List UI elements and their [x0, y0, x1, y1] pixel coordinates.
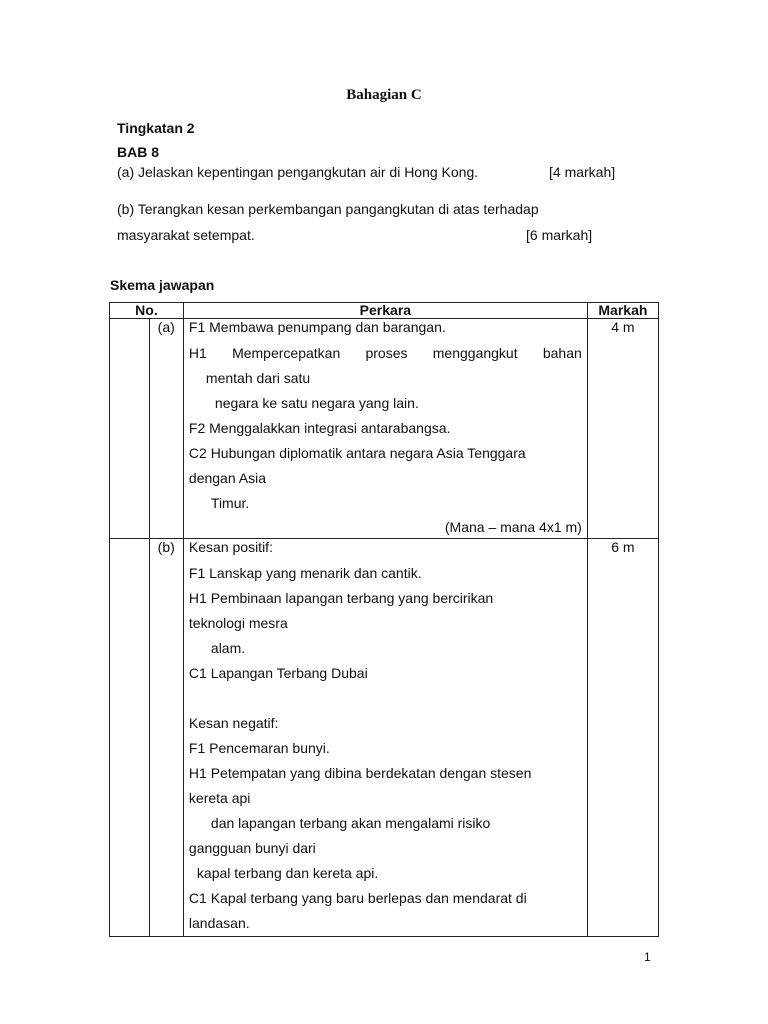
- row-a-c2-cont1: dengan Asia: [188, 470, 266, 486]
- row-b-pos-title: Kesan positif:: [188, 539, 273, 555]
- row-b-pos-h1-cont2: alam.: [210, 640, 246, 656]
- row-a-label: (a): [149, 319, 183, 539]
- row-b-pos-h1-cont1: teknologi mesra: [188, 615, 288, 631]
- header-perkara: Perkara: [183, 303, 587, 319]
- row-a-h1-word: menggangkut: [432, 345, 518, 361]
- row-b-neg-h1-cont3: gangguan bunyi dari: [188, 840, 316, 856]
- row-b-neg-h1: H1 Petempatan yang dibina berdekatan dengan stesen: [188, 765, 532, 781]
- row-a-marks: 4 m: [587, 319, 658, 539]
- row-b-neg-h1-cont1: kereta api: [188, 790, 251, 806]
- scheme-title: Skema jawapan: [110, 277, 215, 293]
- row-b-neg-f1: F1 Pencemaran bunyi.: [188, 740, 330, 756]
- row-a-f1: F1 Membawa penumpang dan barangan.: [188, 319, 446, 335]
- row-a-f2: F2 Menggalakkan integrasi antarabangsa.: [188, 420, 451, 436]
- row-a-h1: [189, 341, 582, 366]
- header-no: No.: [110, 303, 184, 319]
- chapter-title: BAB 8: [117, 144, 160, 160]
- page-number: 1: [644, 950, 651, 964]
- row-b-neg-c1: C1 Kapal terbang yang baru berlepas dan mendarat di: [188, 890, 527, 906]
- row-a-h1-word: Mempercepatkan: [232, 345, 341, 361]
- row-a-no-cell: [110, 319, 150, 539]
- row-a-h1-word: H1: [188, 345, 207, 361]
- row-b-label: (b): [149, 539, 183, 937]
- row-b-pos-h1: H1 Pembinaan lapangan terbang yang bercirikan: [188, 590, 494, 606]
- table-row-b: [110, 539, 659, 937]
- row-a-c2-cont2: Timur.: [210, 495, 250, 511]
- row-b-spacer: [189, 686, 582, 711]
- row-a-note: (Mana – mana 4x1 m): [444, 519, 582, 535]
- row-b-content: [183, 539, 587, 937]
- row-b-pos-f1: F1 Lanskap yang menarik dan cantik.: [188, 565, 422, 581]
- row-b-neg-c1-cont1: landasan.: [188, 915, 250, 931]
- form-level: Tingkatan 2: [117, 120, 195, 136]
- row-a-h1-cont2: negara ke satu negara yang lain.: [214, 395, 419, 411]
- question-b-marks: [6 markah]: [526, 227, 593, 243]
- answer-scheme-table: [109, 302, 659, 937]
- row-a-h1-cont1: mentah dari satu: [205, 370, 311, 386]
- question-a-marks: [4 markah]: [549, 164, 616, 180]
- row-b-neg-h1-cont2: dan lapangan terbang akan mengalami risiko: [210, 815, 491, 831]
- section-heading: Bahagian C: [346, 87, 422, 103]
- row-b-no-cell: [110, 539, 150, 937]
- row-b-neg-title: Kesan negatif:: [188, 715, 279, 731]
- row-a-h1-word: bahan: [542, 345, 582, 361]
- row-b-marks: 6 m: [587, 539, 658, 937]
- question-b-line2: masyarakat setempat.: [117, 227, 255, 243]
- row-b-pos-c1: C1 Lapangan Terbang Dubai: [188, 665, 368, 681]
- row-b-neg-h1-cont4: kapal terbang dan kereta api.: [196, 865, 379, 881]
- table-header-row: [110, 303, 659, 319]
- question-a: (a) Jelaskan kepentingan pengangkutan air di Hong Kong.: [117, 164, 479, 180]
- table-row-a: [110, 319, 659, 539]
- row-a-c2: C2 Hubungan diplomatik antara negara Asia Tenggara: [188, 445, 526, 461]
- question-b-line1: (b) Terangkan kesan perkembangan pangangkutan di atas terhadap: [117, 201, 539, 217]
- row-a-h1-word: proses: [365, 345, 408, 361]
- header-markah: Markah: [587, 303, 658, 319]
- row-a-content: [183, 319, 587, 539]
